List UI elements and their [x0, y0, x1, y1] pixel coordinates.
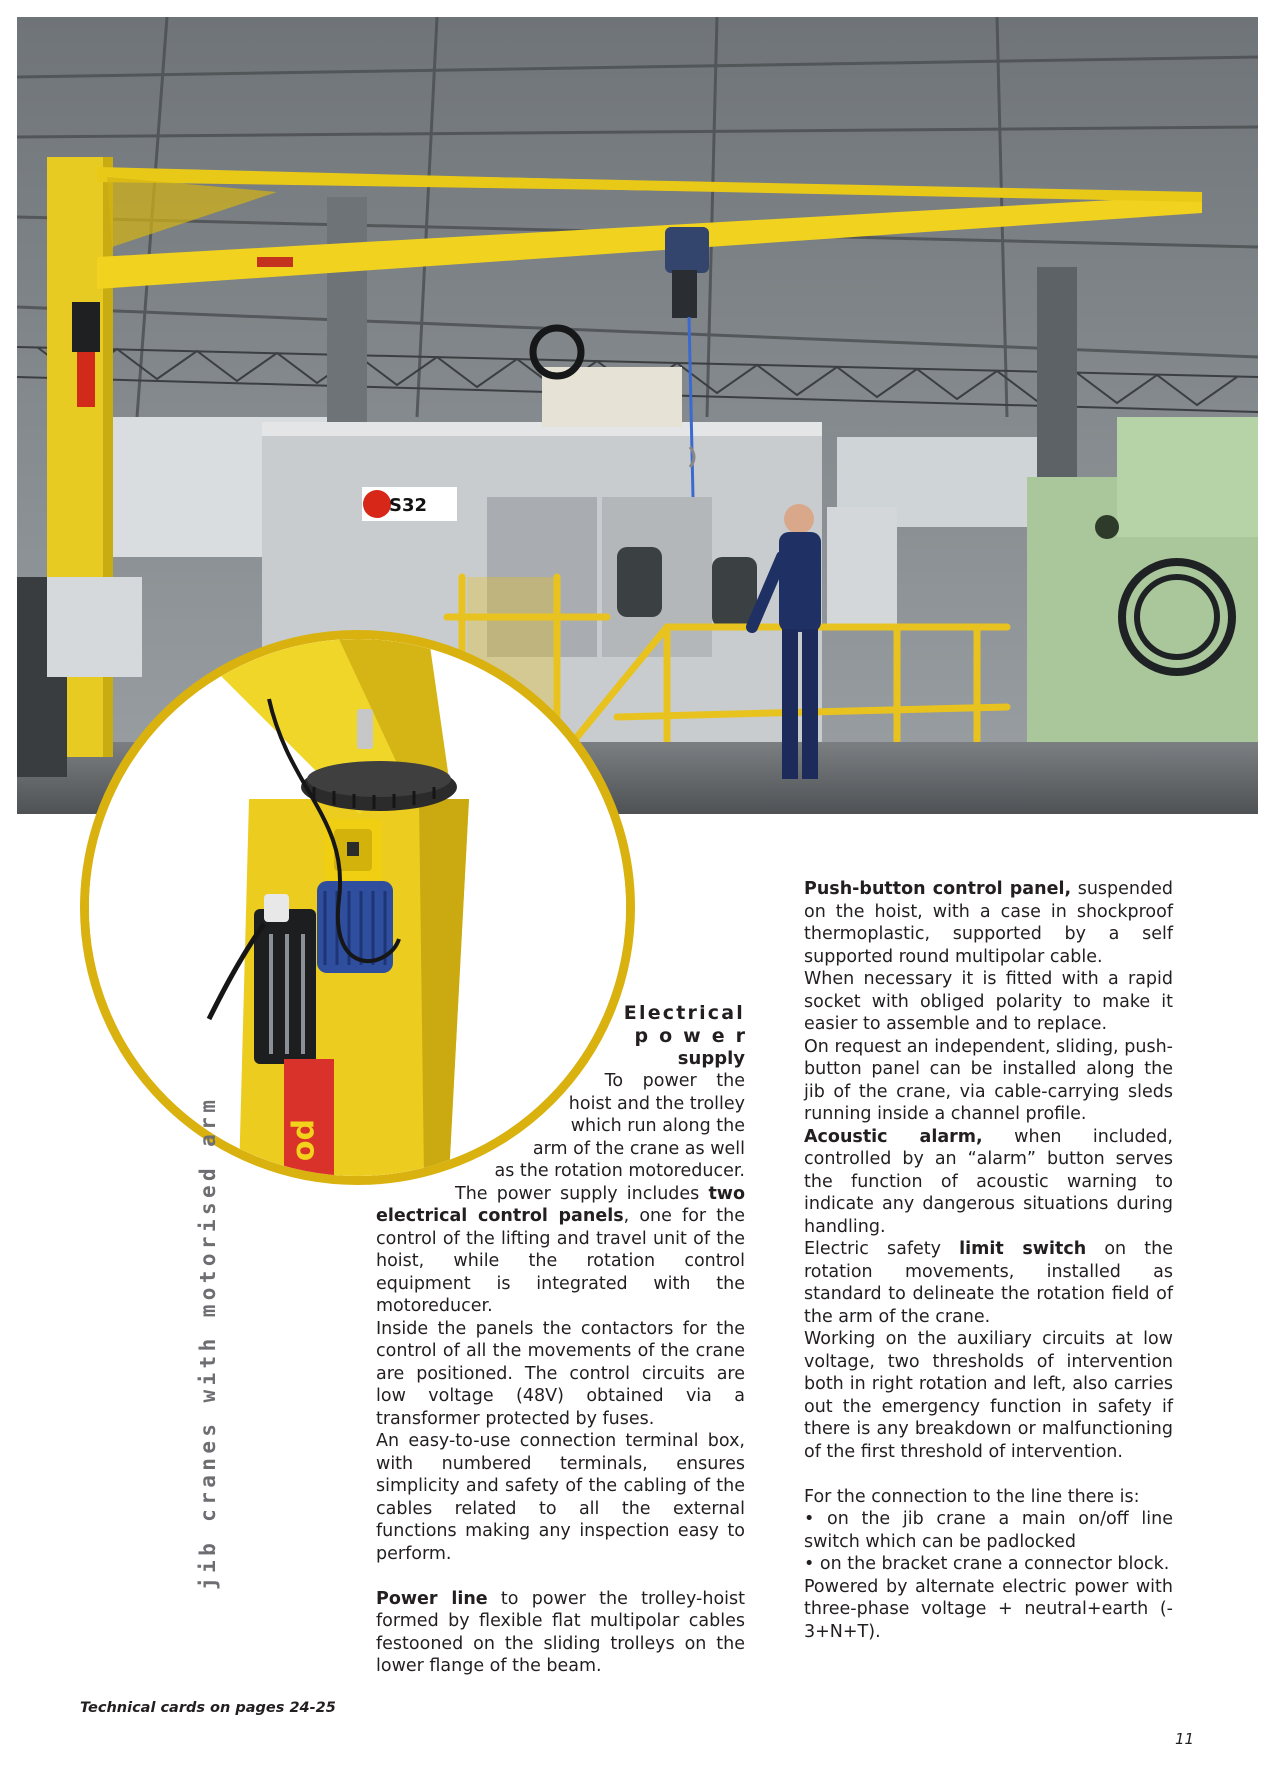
heading-electrical: Electrical	[623, 1002, 745, 1024]
left-text-column	[376, 1002, 756, 1678]
wrap-line-4: arm of the crane as well	[532, 1138, 745, 1159]
bold-acoustic-alarm: Acoustic alarm,	[804, 1126, 983, 1147]
footnote-technical-cards: Technical cards on pages 24-25	[80, 1700, 336, 1716]
paragraph-powered-by: Powered by alternate electric power with three-phase voltage + neutral+earth (- 3+N+T).	[804, 1576, 1173, 1642]
bullet-connector-block: • on the bracket crane a connector block.	[804, 1554, 1170, 1574]
bullet-line-switch: • on the jib crane a main on/off line switch which can be padlocked	[804, 1509, 1173, 1552]
bold-push-button: Push-button control panel,	[804, 879, 1072, 899]
machine-badge: S32	[389, 495, 428, 516]
paragraph-push-button: Push-button control panel, suspended on the hoist, with a case in shockproof thermoplastic, supported by a self supported round multipolar cable.	[804, 879, 1173, 967]
wrap-line-1: To power the	[604, 1071, 745, 1091]
paragraph-connection-intro: For the connection to the line there is:	[804, 1486, 1140, 1507]
paragraph-rapid-socket: When necessary it is fitted with a rapid socket with obliged polarity to make it easier to assemble and to replace.	[804, 969, 1173, 1034]
wrap-line-5: as the rotation motoreducer.	[494, 1161, 745, 1181]
paragraph-terminal-box: An easy-to-use connection terminal box, with numbered terminals, ensures simplicity and safety of the cabling of the cables related to all the external functions making any inspection easy to perform.	[376, 1431, 745, 1564]
bold-two-panels: two electrical control panels	[376, 1183, 745, 1226]
paragraph-auxiliary-circuits: Working on the auxiliary circuits at low voltage, two thresholds of intervention both in right rotation and left, also carries out the emergency function in safety if there is any breakdown or malfunctioning of the first threshold of intervention.	[804, 1329, 1173, 1462]
paragraph-sliding-panel: On request an independent, sliding, push-button panel can be installed along the jib of the crane, via cable-carrying sleds running inside a channel profile.	[804, 1036, 1173, 1124]
heading-supply: supply	[677, 1048, 745, 1069]
page-number: 11	[1175, 1730, 1195, 1748]
paragraph-limit-switch: Electric safety limit switch on the rotation movements, installed as standard to delineate the rotation field of the arm of the crane.	[804, 1239, 1173, 1327]
paragraph-power-line: Power line to power the trolley-hoist formed by flexible flat multipolar cables festooned on the sliding trolleys on the lower flange of the beam.	[376, 1588, 745, 1676]
paragraph-power-supply: The power supply includes two electrical control panels, one for the control of the lifting and travel unit of the hoist, while the rotation control equipment is integrated with the motoreducer.	[376, 1183, 745, 1316]
paragraph-acoustic-alarm: Acoustic alarm, when included, controlled by an “alarm” button serves the function of acoustic warning to indicate any dangerous situations during handling.	[804, 1126, 1173, 1237]
sticker-text: po	[289, 1119, 324, 1162]
heading-power: power	[634, 1025, 756, 1047]
paragraph-contactors: Inside the panels the contactors for the control of all the movements of the crane are positioned. The control circuits are low voltage (48V) obtained via a transformer protected by fuses.	[376, 1318, 745, 1429]
right-text-column	[804, 878, 1173, 1643]
section-side-label: jib cranes with motorised arm	[196, 1095, 220, 1590]
wrap-line-2: hoist and the trolley	[568, 1093, 745, 1114]
wrap-line-3: which run along the	[570, 1116, 745, 1136]
bold-power-line: Power line	[376, 1588, 488, 1609]
bold-limit-switch: limit switch	[959, 1239, 1087, 1259]
